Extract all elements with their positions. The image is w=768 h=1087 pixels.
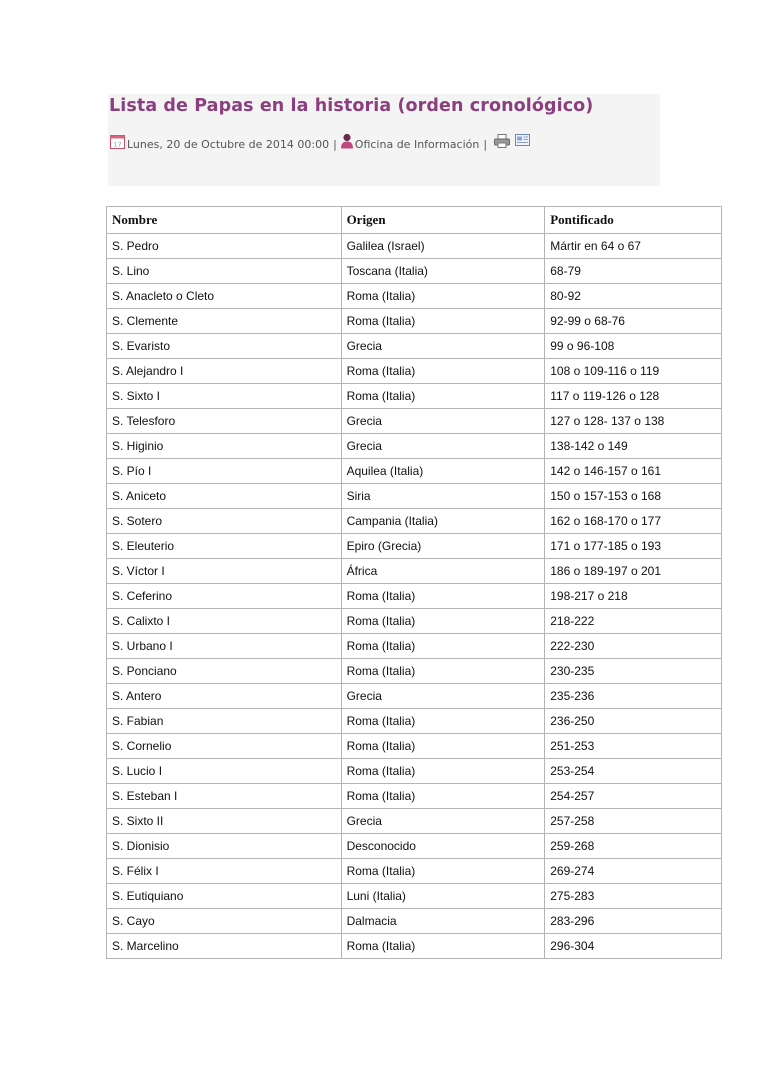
printer-icon[interactable]	[494, 134, 510, 148]
cell-nombre: S. Eleuterio	[107, 534, 342, 559]
popes-table	[106, 206, 722, 959]
cell-origen: Luni (Italia)	[341, 884, 545, 909]
cell-pontificado: 186 o 189-197 o 201	[545, 559, 722, 584]
cell-pontificado: 68-79	[545, 259, 722, 284]
table-row	[107, 709, 722, 734]
table-row	[107, 334, 722, 359]
cell-nombre: S. Antero	[107, 684, 342, 709]
cell-pontificado: 117 o 119-126 o 128	[545, 384, 722, 409]
cell-nombre: S. Sixto II	[107, 809, 342, 834]
cell-nombre: S. Marcelino	[107, 934, 342, 959]
column-header-origen: Origen	[341, 207, 545, 234]
table-body	[107, 234, 722, 959]
cell-pontificado: 138-142 o 149	[545, 434, 722, 459]
cell-pontificado: 253-254	[545, 759, 722, 784]
cell-origen: Aquilea (Italia)	[341, 459, 545, 484]
cell-origen: Grecia	[341, 409, 545, 434]
column-header-pontificado: Pontificado	[545, 207, 722, 234]
cell-pontificado: 80-92	[545, 284, 722, 309]
cell-origen: Roma (Italia)	[341, 284, 545, 309]
table-row	[107, 609, 722, 634]
cell-nombre: S. Víctor I	[107, 559, 342, 584]
table-row	[107, 634, 722, 659]
cell-pontificado: 162 o 168-170 o 177	[545, 509, 722, 534]
cell-pontificado: 171 o 177-185 o 193	[545, 534, 722, 559]
cell-pontificado: 235-236	[545, 684, 722, 709]
cell-origen: Roma (Italia)	[341, 384, 545, 409]
table-row	[107, 559, 722, 584]
meta-separator: |	[483, 137, 488, 151]
cell-nombre: S. Lucio I	[107, 759, 342, 784]
cell-pontificado: 108 o 109-116 o 119	[545, 359, 722, 384]
cell-nombre: S. Cornelio	[107, 734, 342, 759]
table-header-row	[107, 207, 722, 234]
cell-origen: Roma (Italia)	[341, 709, 545, 734]
cell-origen: Galilea (Israel)	[341, 234, 545, 259]
cell-origen: Siria	[341, 484, 545, 509]
cell-origen: Roma (Italia)	[341, 359, 545, 384]
cell-pontificado: 222-230	[545, 634, 722, 659]
email-icon[interactable]	[515, 134, 530, 146]
table-row	[107, 834, 722, 859]
table-row	[107, 734, 722, 759]
cell-pontificado: 259-268	[545, 834, 722, 859]
cell-origen: Grecia	[341, 809, 545, 834]
cell-nombre: S. Urbano I	[107, 634, 342, 659]
cell-nombre: S. Pío I	[107, 459, 342, 484]
cell-origen: Epiro (Grecia)	[341, 534, 545, 559]
cell-origen: Roma (Italia)	[341, 784, 545, 809]
table-row	[107, 809, 722, 834]
cell-pontificado: 283-296	[545, 909, 722, 934]
table-row	[107, 934, 722, 959]
cell-origen: Grecia	[341, 684, 545, 709]
table-row	[107, 484, 722, 509]
cell-origen: Grecia	[341, 434, 545, 459]
cell-nombre: S. Sixto I	[107, 384, 342, 409]
table-row	[107, 459, 722, 484]
table-row	[107, 759, 722, 784]
article-header	[108, 94, 660, 186]
calendar-icon	[110, 134, 125, 149]
cell-origen: Grecia	[341, 334, 545, 359]
cell-nombre: S. Dionisio	[107, 834, 342, 859]
table-row	[107, 309, 722, 334]
user-icon	[340, 133, 354, 149]
cell-origen: África	[341, 559, 545, 584]
cell-pontificado: 257-258	[545, 809, 722, 834]
article-meta	[110, 134, 530, 154]
table-row	[107, 909, 722, 934]
table-row	[107, 884, 722, 909]
cell-nombre: S. Aniceto	[107, 484, 342, 509]
article-author[interactable]: Oficina de Información	[354, 137, 480, 151]
cell-origen: Roma (Italia)	[341, 734, 545, 759]
cell-pontificado: 127 o 128- 137 o 138	[545, 409, 722, 434]
cell-origen: Toscana (Italia)	[341, 259, 545, 284]
cell-nombre: S. Higinio	[107, 434, 342, 459]
cell-nombre: S. Telesforo	[107, 409, 342, 434]
cell-pontificado: 296-304	[545, 934, 722, 959]
cell-nombre: S. Alejandro I	[107, 359, 342, 384]
cell-nombre: S. Ceferino	[107, 584, 342, 609]
cell-nombre: S. Esteban I	[107, 784, 342, 809]
table-row	[107, 409, 722, 434]
calendar-day: 17	[113, 140, 122, 148]
cell-nombre: S. Calixto I	[107, 609, 342, 634]
cell-pontificado: 275-283	[545, 884, 722, 909]
cell-pontificado: 254-257	[545, 784, 722, 809]
cell-origen: Roma (Italia)	[341, 859, 545, 884]
table-row	[107, 259, 722, 284]
page-title: Lista de Papas en la historia (orden cronológico)	[109, 96, 594, 116]
cell-origen: Roma (Italia)	[341, 659, 545, 684]
cell-origen: Roma (Italia)	[341, 309, 545, 334]
table-row	[107, 584, 722, 609]
cell-pontificado: 99 o 96-108	[545, 334, 722, 359]
table-row	[107, 659, 722, 684]
table-row	[107, 359, 722, 384]
cell-pontificado: 251-253	[545, 734, 722, 759]
table-row	[107, 284, 722, 309]
table-row	[107, 534, 722, 559]
cell-origen: Campania (Italia)	[341, 509, 545, 534]
meta-separator: |	[333, 137, 337, 151]
cell-nombre: S. Pedro	[107, 234, 342, 259]
cell-origen: Desconocido	[341, 834, 545, 859]
cell-pontificado: 269-274	[545, 859, 722, 884]
cell-pontificado: 230-235	[545, 659, 722, 684]
cell-nombre: S. Clemente	[107, 309, 342, 334]
cell-nombre: S. Evaristo	[107, 334, 342, 359]
table-row	[107, 784, 722, 809]
table-row	[107, 384, 722, 409]
cell-origen: Dalmacia	[341, 909, 545, 934]
table-row	[107, 434, 722, 459]
cell-pontificado: 150 o 157-153 o 168	[545, 484, 722, 509]
cell-origen: Roma (Italia)	[341, 584, 545, 609]
cell-nombre: S. Ponciano	[107, 659, 342, 684]
cell-nombre: S. Anacleto o Cleto	[107, 284, 342, 309]
cell-nombre: S. Lino	[107, 259, 342, 284]
table-row	[107, 234, 722, 259]
cell-pontificado: 92-99 o 68-76	[545, 309, 722, 334]
cell-nombre: S. Fabian	[107, 709, 342, 734]
cell-nombre: S. Sotero	[107, 509, 342, 534]
table-row	[107, 509, 722, 534]
cell-pontificado: Mártir en 64 o 67	[545, 234, 722, 259]
table-row	[107, 859, 722, 884]
table-row	[107, 684, 722, 709]
cell-pontificado: 218-222	[545, 609, 722, 634]
cell-pontificado: 142 o 146-157 o 161	[545, 459, 722, 484]
cell-nombre: S. Félix I	[107, 859, 342, 884]
column-header-nombre: Nombre	[107, 207, 342, 234]
cell-nombre: S. Eutiquiano	[107, 884, 342, 909]
cell-origen: Roma (Italia)	[341, 634, 545, 659]
cell-nombre: S. Cayo	[107, 909, 342, 934]
cell-pontificado: 236-250	[545, 709, 722, 734]
cell-pontificado: 198-217 o 218	[545, 584, 722, 609]
cell-origen: Roma (Italia)	[341, 609, 545, 634]
cell-origen: Roma (Italia)	[341, 934, 545, 959]
article-date: Lunes, 20 de Octubre de 2014 00:00	[127, 137, 330, 151]
cell-origen: Roma (Italia)	[341, 759, 545, 784]
